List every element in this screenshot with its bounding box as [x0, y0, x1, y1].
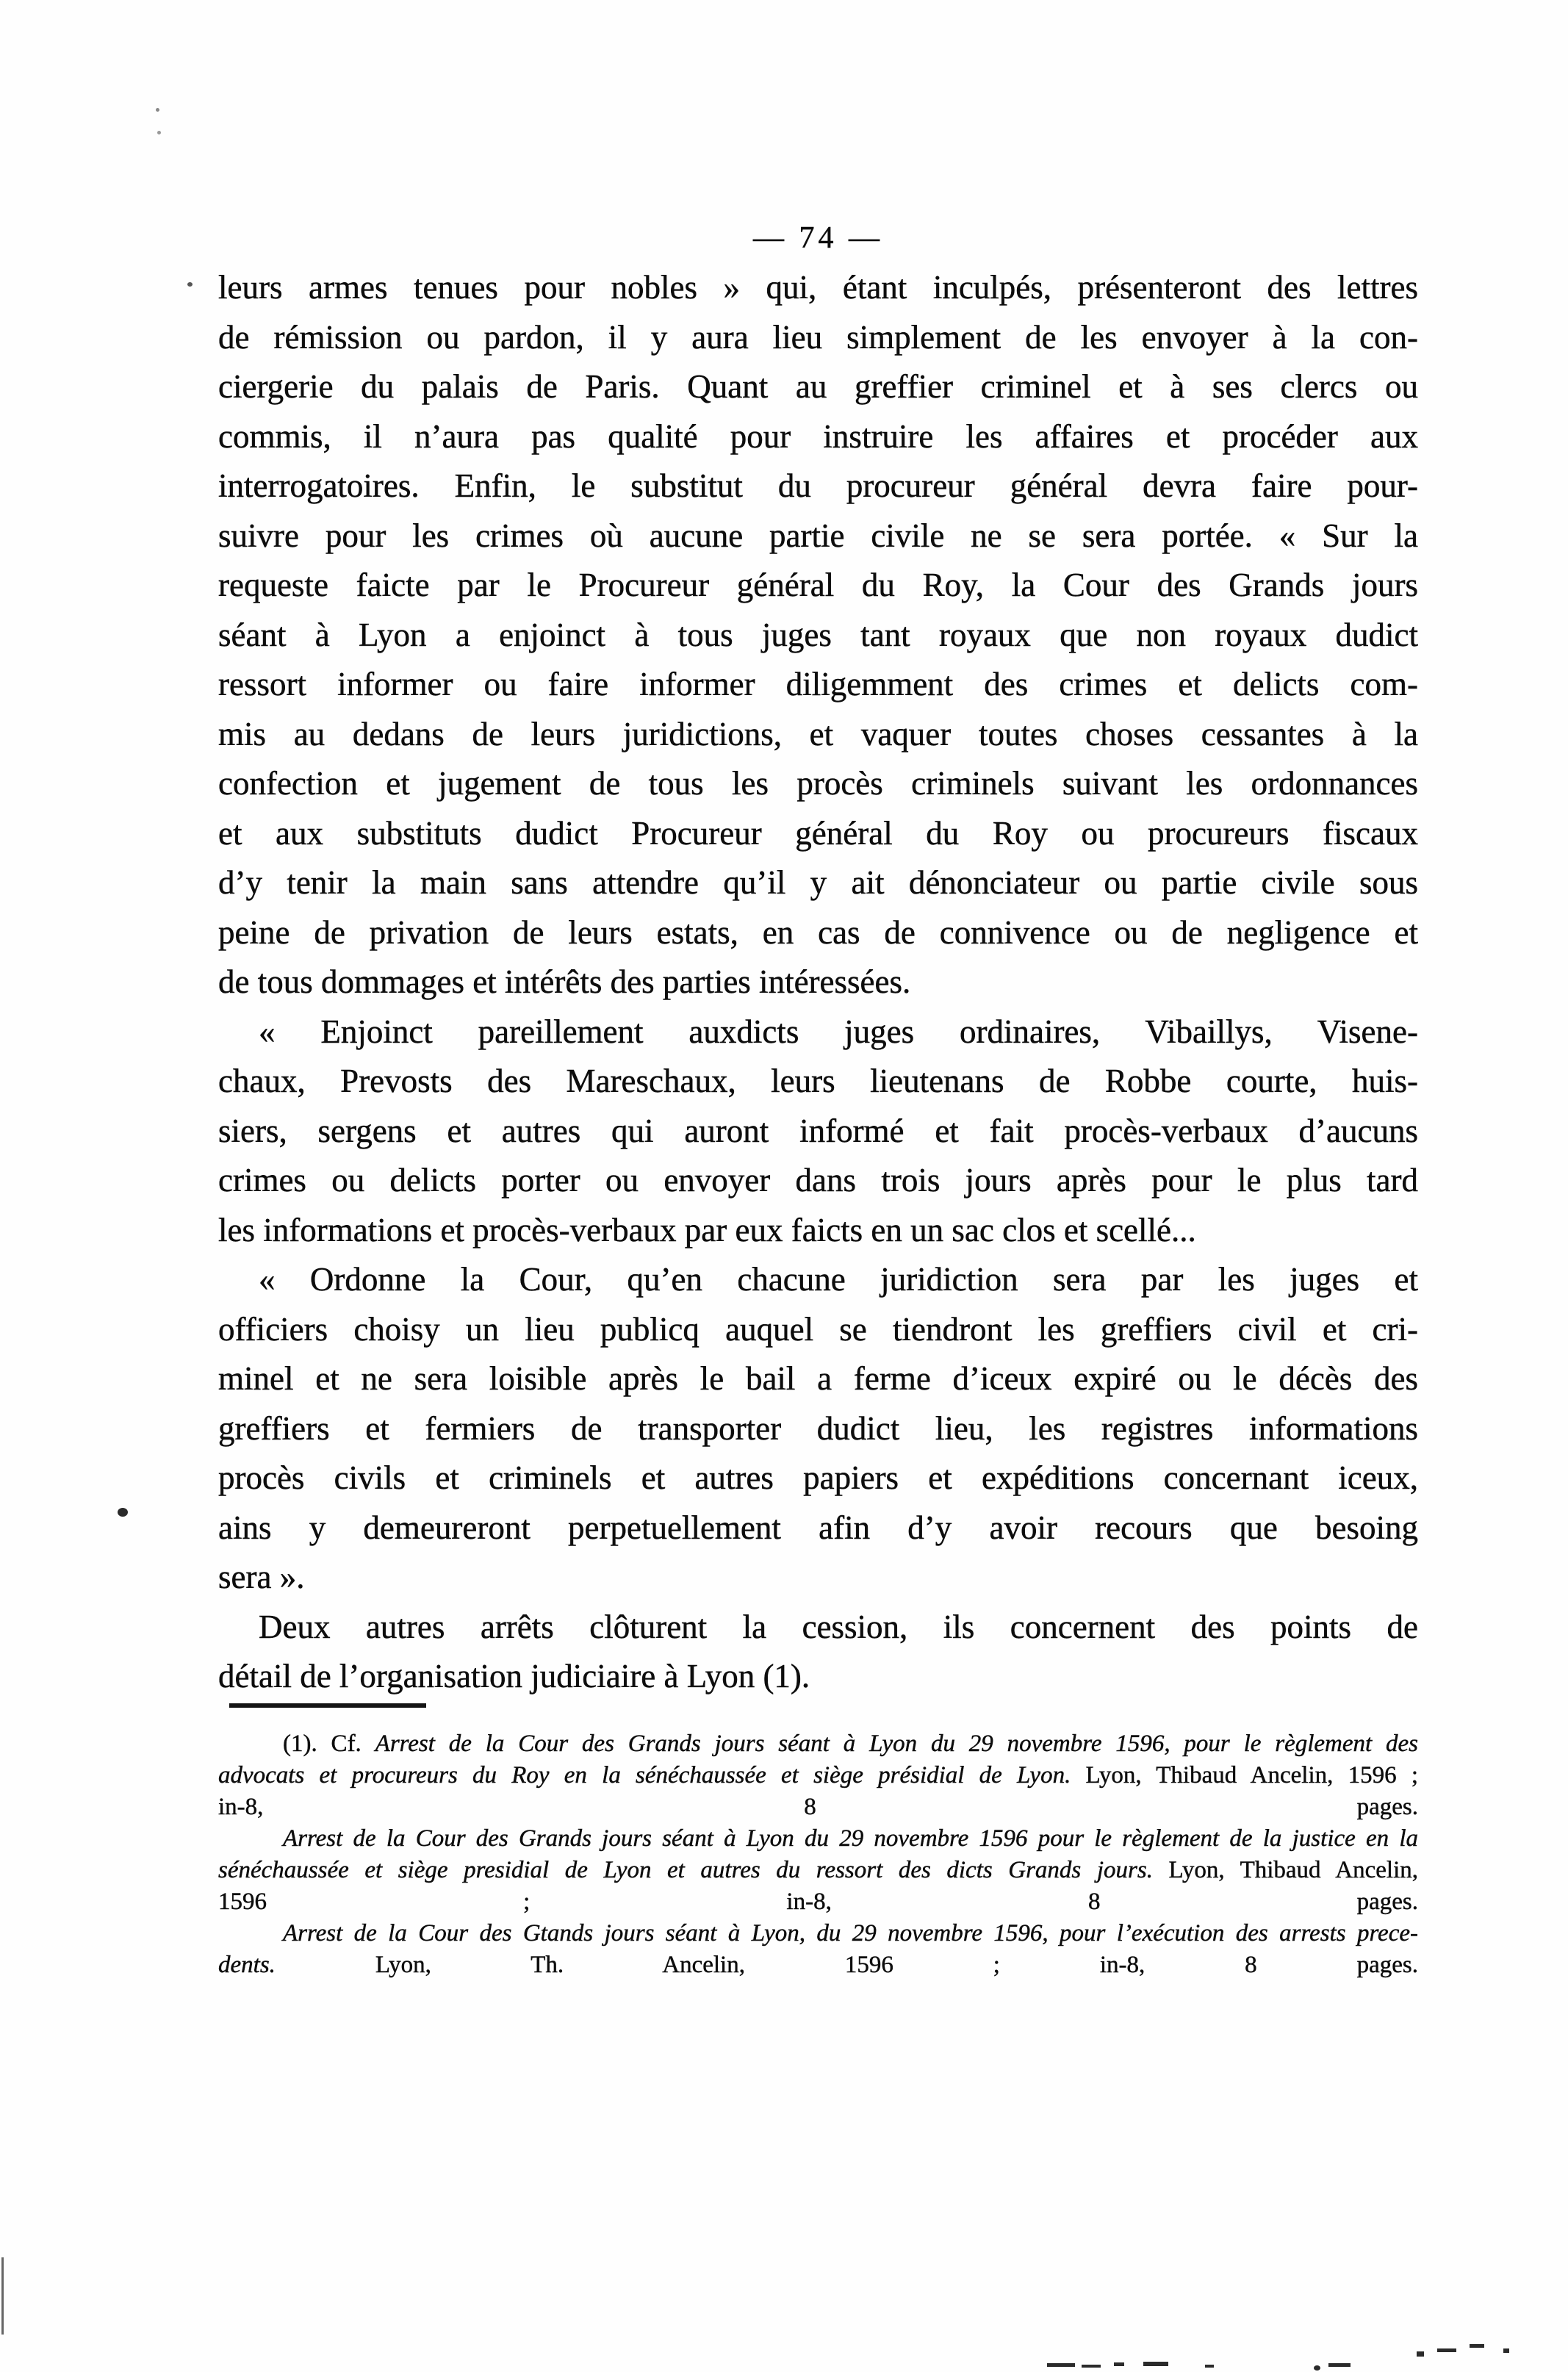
scan-artifact: [1047, 2363, 1075, 2367]
footnote-line: [218, 1728, 1418, 1760]
footnote-text: 1596 ; in-8, 8 pages.: [218, 1888, 1418, 1915]
footnote-title-italic: Arrest de la Cour des Gtands jours séant à Lyon, du 29 novembre 1596, pour l’exécution des arrests prece-: [283, 1920, 1418, 1947]
footnote-title-italic: Arrest de la Cour des Grands jours séant à Lyon du 29 novembre 1596, pour le règlement des: [375, 1731, 1419, 1757]
footnote-title-italic: dents.: [218, 1952, 276, 1978]
scan-artifact: [1503, 2348, 1509, 2353]
text-line: les informations et procès-verbaux par eux faicts en un sac clos et scellé...: [218, 1211, 1196, 1248]
page-number: — 74 —: [753, 221, 883, 255]
scan-artifact: [187, 282, 193, 287]
scan-artifact: [157, 131, 161, 134]
footnote-title-italic: advocats et procureurs du Roy en la sénéchaussée et siège présidial de Lyon.: [218, 1762, 1071, 1789]
text-line: peine de privation de leurs estats, en cas de connivence ou de negligence et: [218, 913, 1418, 951]
scan-artifact: [1314, 2365, 1320, 2371]
text-line: ciergerie du palais de Paris. Quant au greffier criminel et à ses clercs ou: [218, 368, 1418, 405]
text-line: de tous dommages et intérêts des parties intéressées.: [218, 963, 911, 1000]
body-text: [218, 263, 1418, 1702]
footnote-title-italic: Arrest de la Cour des Grands jours séant à Lyon du 29 novembre 1596 pour le règlement de la justice en la: [283, 1825, 1418, 1852]
text-line: ressort informer ou faire informer diligemment des crimes et delicts com-: [218, 666, 1418, 702]
footnote-text: Lyon, Thibaud Ancelin, 1596 ;: [1071, 1762, 1418, 1789]
footnote-line: [218, 1886, 1418, 1918]
text-line: détail de l’organisation judiciaire à Lyon (1).: [218, 1658, 810, 1694]
scan-artifact: [1, 2257, 4, 2335]
scan-artifact: [1143, 2362, 1168, 2366]
footnote-text: in-8, 8 pages.: [218, 1794, 1418, 1820]
text-line: Deux autres arrêts clôturent la cession, ils concernent des points de: [259, 1608, 1418, 1645]
text-line: suivre pour les crimes où aucune partie civile ne se sera portée. « Sur la: [218, 517, 1418, 554]
text-line: commis, il n’aura pas qualité pour instruire les affaires et procéder aux: [218, 417, 1418, 455]
footnote-text: Lyon, Thibaud Ancelin,: [1152, 1857, 1418, 1883]
scan-artifact: [1470, 2344, 1484, 2348]
text-line: interrogatoires. Enfin, le substitut du procureur général devra faire pour-: [218, 467, 1418, 504]
footnote-line: [218, 1949, 1418, 1981]
text-line: officiers choisy un lieu publicq auquel se tiendront les greffiers civil et cri-: [218, 1310, 1418, 1348]
text-line: procès civils et criminels et autres papiers et expéditions concernant iceux,: [218, 1459, 1418, 1496]
text-line: requeste faicte par le Procureur général du Roy, la Cour des Grands jours: [218, 567, 1418, 603]
footnote-text: (1). Cf.: [283, 1731, 375, 1757]
scan-artifact: [118, 1508, 128, 1517]
text-line: d’y tenir la main sans attendre qu’il y ait dénonciateur ou partie civile sous: [218, 864, 1418, 901]
scan-artifact: [1437, 2348, 1456, 2352]
scan-artifact: [156, 108, 159, 112]
text-line: mis au dedans de leurs juridictions, et vaquer toutes choses cessantes à la: [218, 715, 1418, 752]
footnote-line: [218, 1855, 1418, 1886]
text-line: sera ».: [218, 1559, 305, 1595]
text-line: ains y demeureront perpetuellement afin d’y avoir recours que besoing: [218, 1509, 1418, 1546]
scan-artifact: [1114, 2362, 1124, 2366]
footnote-line: [218, 1918, 1418, 1949]
text-line: « Enjoinct pareillement auxdicts juges ordinaires, Vibaillys, Visene-: [259, 1013, 1418, 1050]
scan-artifact: [1328, 2363, 1351, 2367]
footnote-text: Lyon, Th. Ancelin, 1596 ; in-8, 8 pages.: [275, 1952, 1418, 1978]
footnote-title-italic: sénéchaussée et siège presidial de Lyon et autres du ressort des dicts Grands jours.: [218, 1857, 1153, 1883]
text-line: séant à Lyon a enjoinct à tous juges tant royaux que non royaux dudict: [218, 616, 1418, 653]
text-line: de rémission ou pardon, il y aura lieu simplement de les envoyer à la con-: [218, 318, 1418, 356]
footnotes: [218, 1728, 1418, 1981]
scan-artifact: [1082, 2365, 1101, 2368]
text-line: siers, sergens et autres qui auront informé et fait procès-verbaux d’aucuns: [218, 1112, 1418, 1149]
text-line: chaux, Prevosts des Mareschaux, leurs lieutenans de Robbe courte, huis-: [218, 1063, 1418, 1099]
scan-artifact: [1417, 2351, 1424, 2357]
text-line: et aux substituts dudict Procureur général du Roy ou procureurs fiscaux: [218, 814, 1418, 852]
footnote-line: [218, 1791, 1418, 1823]
footnote-line: [218, 1823, 1418, 1855]
text-line: « Ordonne la Cour, qu’en chacune juridiction sera par les juges et: [259, 1261, 1418, 1298]
text-line: confection et jugement de tous les procès criminels suivant les ordonnances: [218, 765, 1418, 802]
scan-artifact: [1205, 2365, 1214, 2368]
footnote-separator: [229, 1703, 426, 1708]
text-line: crimes ou delicts porter ou envoyer dans trois jours après pour le plus tard: [218, 1162, 1418, 1198]
text-line: leurs armes tenues pour nobles » qui, étant inculpés, présenteront des lettres: [218, 269, 1418, 306]
footnote-line: [218, 1760, 1418, 1791]
text-line: greffiers et fermiers de transporter dudict lieu, les registres informations: [218, 1409, 1418, 1447]
text-line: minel et ne sera loisible après le bail a ferme d’iceux expiré ou le décès des: [218, 1360, 1418, 1397]
